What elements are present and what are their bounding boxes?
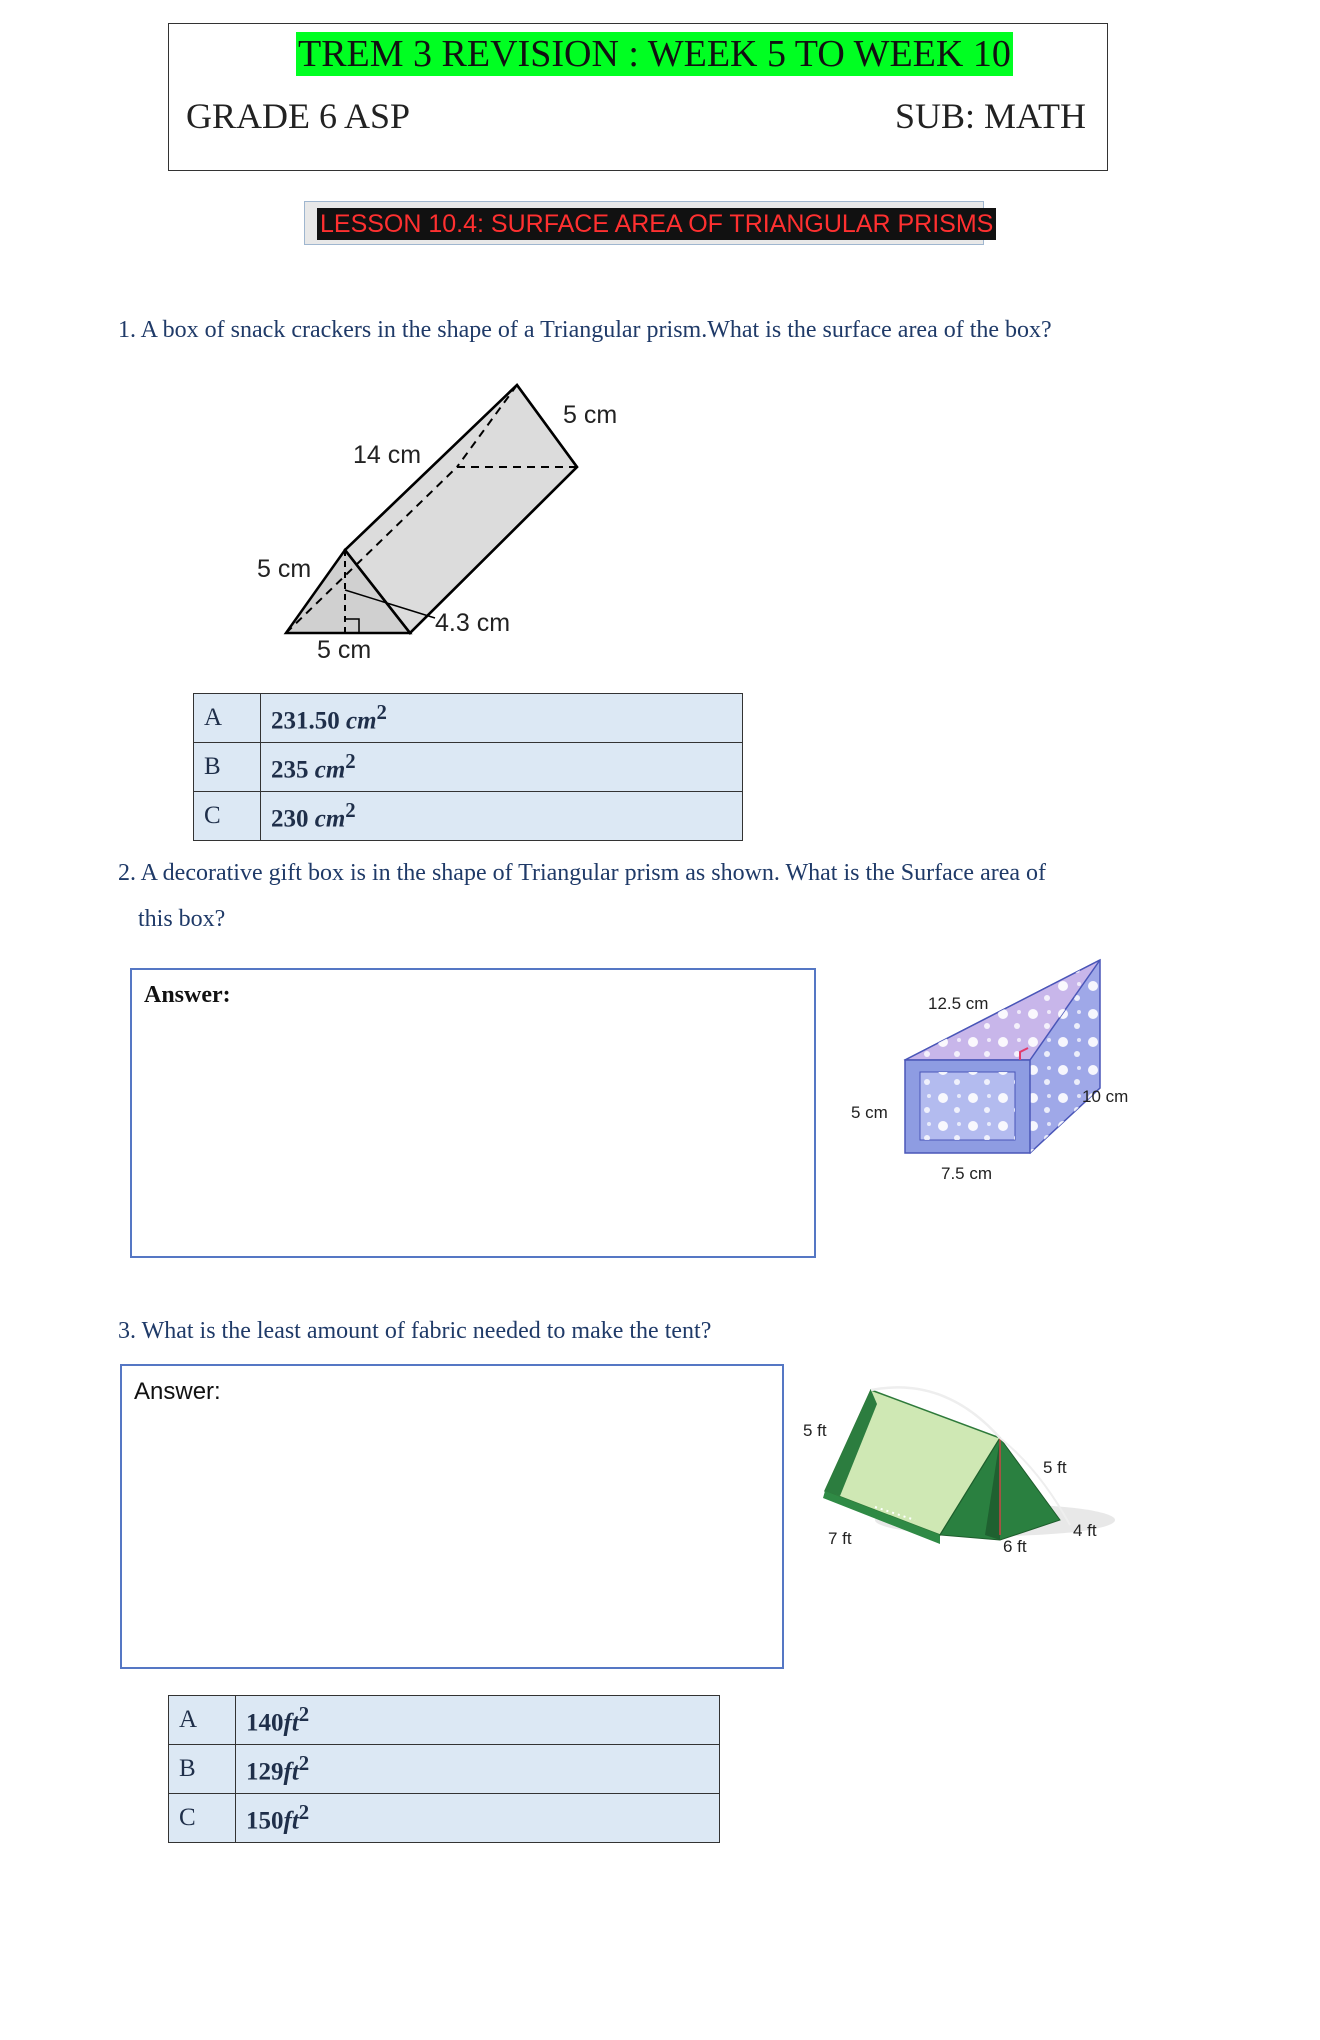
q3-answer-box[interactable] (120, 1364, 784, 1669)
question-2-text: 2. A decorative gift box is in the shape of Triangular prism as shown. What is the Surface area of (118, 860, 1047, 886)
choice-row[interactable] (169, 1745, 720, 1794)
subject-label: SUB: MATH (895, 96, 1087, 136)
choice-letter: C (194, 792, 261, 841)
q3-label-base: 6 ft (1003, 1537, 1027, 1556)
choice-value: $150ft^2$ (236, 1794, 720, 1843)
q1-label-base: 5 cm (317, 636, 372, 664)
choice-letter: A (169, 1696, 236, 1745)
choice-value: 230 $cm^2$ (261, 792, 743, 841)
choice-row[interactable] (169, 1794, 720, 1843)
q3-label-front-left: 5 ft (803, 1421, 827, 1440)
choice-value: 231.50 $cm^2$ (261, 694, 743, 743)
lesson-title: LESSON 10.4: SURFACE AREA OF TRIANGULAR PRISMS (317, 208, 996, 240)
q2-label-height: 5 cm (851, 1103, 888, 1122)
choice-row[interactable] (169, 1696, 720, 1745)
q2-label-base: 7.5 cm (941, 1164, 993, 1183)
q2-answer-box[interactable] (130, 968, 816, 1258)
grade-label: GRADE 6 ASP (186, 96, 411, 136)
choice-row[interactable] (194, 694, 743, 743)
choice-value: $129ft^2$ (236, 1745, 720, 1794)
q1-label-left: 5 cm (257, 555, 312, 583)
q3-choices-table (168, 1695, 720, 1843)
choice-letter: A (194, 694, 261, 743)
question-2-text-cont: this box? (138, 906, 226, 932)
answer-label: Answer: (134, 1378, 221, 1405)
question-1-text: 1. A box of snack crackers in the shape of a Triangular prism.What is the surface area of the box? (118, 317, 1052, 343)
q3-label-height: 4 ft (1073, 1521, 1097, 1540)
q2-label-slant: 12.5 cm (928, 994, 989, 1013)
q3-label-front-right: 5 ft (1043, 1458, 1067, 1477)
q1-choices-table (193, 693, 743, 841)
q3-tent-figure (795, 1380, 1135, 1570)
question-3-text: 3. What is the least amount of fabric needed to make the tent? (118, 1318, 712, 1344)
q2-gift-box-figure (845, 950, 1145, 1200)
page-title: TREM 3 REVISION : WEEK 5 TO WEEK 10 (298, 33, 1011, 75)
lesson-banner (304, 201, 994, 245)
q1-label-height: 4.3 cm (435, 609, 511, 637)
choice-letter: B (194, 743, 261, 792)
q1-prism-figure (240, 375, 640, 675)
q1-label-length: 14 cm (353, 441, 422, 469)
choice-letter: C (169, 1794, 236, 1843)
choice-value: 235 $cm^2$ (261, 743, 743, 792)
answer-label: Answer: (144, 982, 231, 1008)
q1-label-right: 5 cm (563, 401, 618, 429)
q3-label-length: 7 ft (828, 1529, 852, 1548)
choice-letter: B (169, 1745, 236, 1794)
q2-label-length: 10 cm (1082, 1087, 1129, 1106)
choice-value: $140ft^2$ (236, 1696, 720, 1745)
choice-row[interactable] (194, 743, 743, 792)
choice-row[interactable] (194, 792, 743, 841)
